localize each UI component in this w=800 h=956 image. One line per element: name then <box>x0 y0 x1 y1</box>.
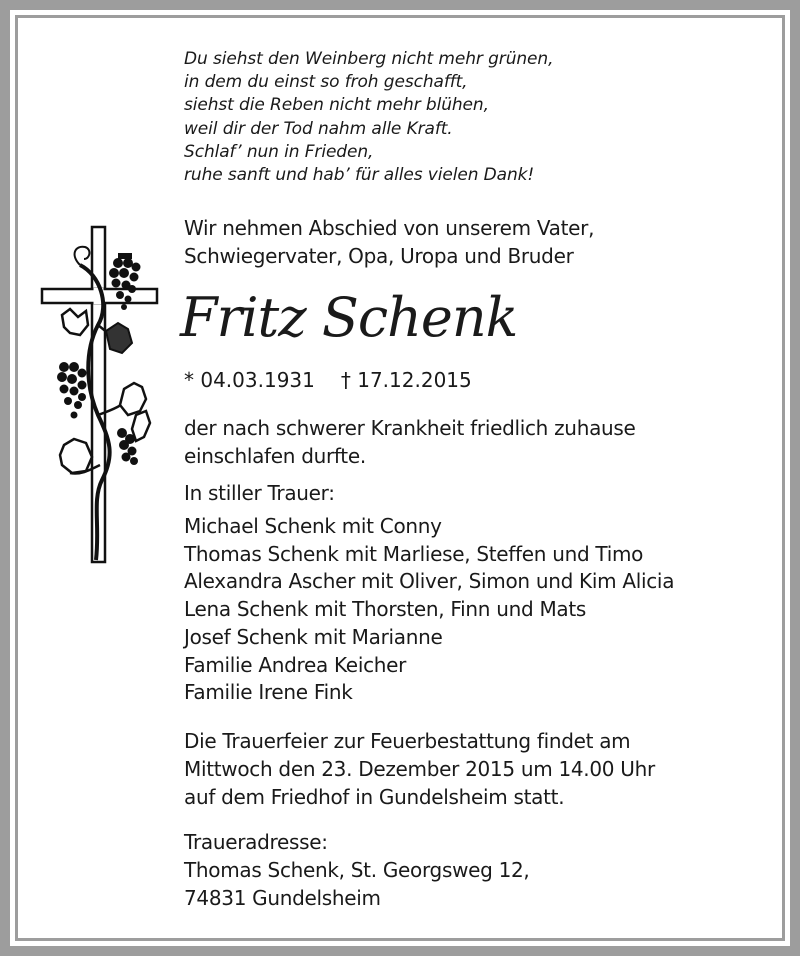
farewell-intro <box>184 214 594 270</box>
address-line: 74831 Gundelsheim <box>184 886 381 910</box>
ceremony-line: auf dem Friedhof in Gundelsheim statt. <box>184 785 565 809</box>
mourning-address <box>184 828 530 912</box>
mourner-entry: Alexandra Ascher mit Oliver, Simon und Kim Alicia <box>184 569 675 594</box>
body-line: der nach schwerer Krankheit friedlich zuhause <box>184 416 636 440</box>
mourner-entry: Josef Schenk mit Marianne <box>184 624 443 649</box>
address-line: Thomas Schenk, St. Georgsweg 12, <box>184 858 530 882</box>
intro-line: Wir nehmen Abschied von unserem Vater, <box>184 216 595 240</box>
mourner-entry: Thomas Schenk mit Marliese, Steffen und Timo <box>184 541 644 566</box>
birth-date: 04.03.1931 <box>200 368 315 392</box>
poem-line: siehst die Reben nicht mehr blühen, <box>184 95 489 116</box>
poem-line: Du siehst den Weinberg nicht mehr grünen, <box>184 49 554 69</box>
death-symbol: † <box>340 368 351 392</box>
address-label: Traueradresse: <box>184 830 328 854</box>
body-line: einschlafen durfte. <box>184 444 366 468</box>
poem-line: Schlaf’ nun in Frieden, <box>184 141 374 162</box>
life-dates <box>184 366 472 394</box>
ceremony-line: Mittwoch den 23. Dezember 2015 um 14.00 Uhr <box>184 757 655 781</box>
poem-line: weil dir der Tod nahm alle Kraft. <box>184 118 453 139</box>
mourner-entry: Michael Schenk mit Conny <box>184 514 442 538</box>
poem <box>184 48 553 187</box>
deceased-name: Fritz Schenk <box>180 286 518 349</box>
death-description <box>184 414 636 470</box>
ceremony-line: Die Trauerfeier zur Feuerbestattung findet am <box>184 729 631 753</box>
mourning-label: In stiller Trauer: <box>184 481 335 505</box>
poem-line: in dem du einst so froh geschafft, <box>184 72 468 93</box>
mourners-list <box>184 513 674 707</box>
poem-line: ruhe sanft und hab’ für alles vielen Dank! <box>184 165 535 186</box>
mourner-entry: Familie Andrea Keicher <box>184 652 407 677</box>
ceremony-info <box>184 727 655 811</box>
intro-line: Schwiegervater, Opa, Uropa und Bruder <box>184 244 574 268</box>
death-date: 17.12.2015 <box>357 368 472 392</box>
birth-symbol: * <box>184 368 194 392</box>
cross-with-grapevine-icon <box>40 225 170 575</box>
mourner-entry: Lena Schenk mit Thorsten, Finn und Mats <box>184 597 587 622</box>
mourner-entry: Familie Irene Fink <box>184 680 353 705</box>
